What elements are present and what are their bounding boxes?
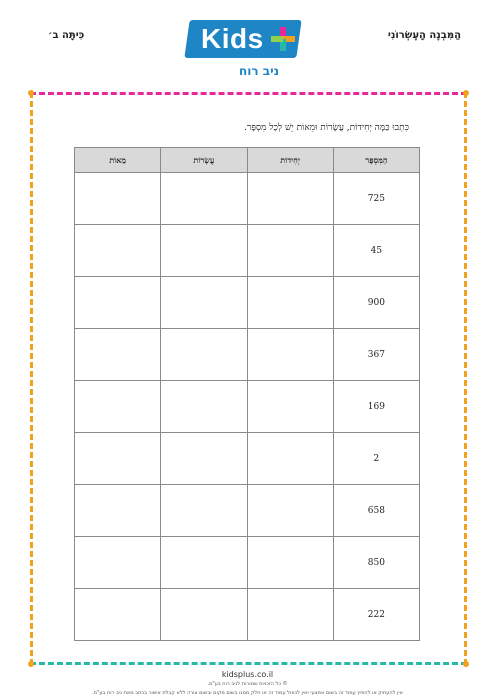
logo-brand: Kids: [201, 23, 264, 54]
logo-subtitle: ניב רוח: [239, 64, 280, 78]
ones-answer-cell[interactable]: [247, 381, 333, 433]
table-row: [75, 537, 420, 589]
table-row: [75, 485, 420, 537]
hundreds-answer-cell[interactable]: [75, 329, 161, 381]
table-row: [75, 329, 420, 381]
table-row: [75, 277, 420, 329]
table-row: [75, 381, 420, 433]
plus-icon: [269, 25, 297, 53]
number-cell: 222: [333, 589, 419, 641]
ones-answer-cell[interactable]: [247, 173, 333, 225]
number-cell: 850: [333, 537, 419, 589]
hundreds-answer-cell[interactable]: [75, 173, 161, 225]
ones-answer-cell[interactable]: [247, 277, 333, 329]
frame-corner-dot: [28, 90, 34, 96]
ones-answer-cell[interactable]: [247, 537, 333, 589]
frame-right-edge: [464, 92, 467, 665]
ones-answer-cell[interactable]: [247, 329, 333, 381]
hundreds-answer-cell[interactable]: [75, 381, 161, 433]
tens-answer-cell[interactable]: [161, 225, 247, 277]
tens-answer-cell[interactable]: [161, 433, 247, 485]
tens-answer-cell[interactable]: [161, 537, 247, 589]
number-cell: 45: [333, 225, 419, 277]
frame-bottom-edge: [30, 662, 467, 665]
tens-answer-cell[interactable]: [161, 329, 247, 381]
ones-answer-cell[interactable]: [247, 589, 333, 641]
frame-left-edge: [30, 92, 33, 665]
number-cell: 2: [333, 433, 419, 485]
number-cell: 725: [333, 173, 419, 225]
worksheet-title: הַמִּבְנֶה הָעֶשְׂרוֹנִי: [387, 30, 461, 41]
tens-answer-cell[interactable]: [161, 173, 247, 225]
ones-answer-cell[interactable]: [247, 433, 333, 485]
kids-logo: [187, 20, 299, 78]
hundreds-answer-cell[interactable]: [75, 589, 161, 641]
instruction-text: כִּתְבוּ כַּמָּה יְחִידוֹת, עֲשָׂרוֹת וּמֵאוֹת יֵשׁ לְכָל מִסְפָּר.: [243, 123, 409, 133]
header-tens: עֲשָׂרוֹת: [161, 148, 247, 173]
frame-corner-dot: [463, 90, 469, 96]
footer-website: kidsplus.co.il: [221, 670, 274, 679]
header-ones: יְחִידוֹת: [247, 148, 333, 173]
tens-answer-cell[interactable]: [161, 589, 247, 641]
table-row: [75, 589, 420, 641]
ones-answer-cell[interactable]: [247, 485, 333, 537]
hundreds-answer-cell[interactable]: [75, 433, 161, 485]
table-row: [75, 173, 420, 225]
ones-answer-cell[interactable]: [247, 225, 333, 277]
footer-copyright: © כל הזכויות שמורות לניב רוח בע"מ.: [207, 681, 288, 687]
number-cell: 658: [333, 485, 419, 537]
table-row: [75, 433, 420, 485]
grade-label: כִּיתָּה ב׳: [48, 30, 85, 41]
number-cell: 367: [333, 329, 419, 381]
table-body: [75, 173, 420, 641]
table-header-row: [75, 148, 420, 173]
tens-answer-cell[interactable]: [161, 381, 247, 433]
hundreds-answer-cell[interactable]: [75, 537, 161, 589]
place-value-table: [74, 147, 420, 641]
number-cell: 900: [333, 277, 419, 329]
frame-top-edge: [30, 92, 467, 95]
hundreds-answer-cell[interactable]: [75, 277, 161, 329]
tens-answer-cell[interactable]: [161, 485, 247, 537]
tens-answer-cell[interactable]: [161, 277, 247, 329]
number-cell: 169: [333, 381, 419, 433]
footer-legal-notice: אין להעתיק או להפיץ עמוד זה בשום אמצעי ואין לכפול עמוד זה או חלק ממנו בשום מקום ובשום צורה ללא קבלת אישור בכתב מאת ניב רוח בע"מ.: [92, 690, 403, 696]
hundreds-answer-cell[interactable]: [75, 225, 161, 277]
header-number: הַמִּסְפָּר: [333, 148, 419, 173]
frame-corner-dot: [463, 661, 469, 667]
frame-corner-dot: [28, 661, 34, 667]
header-hundreds: מֵאוֹת: [75, 148, 161, 173]
table-row: [75, 225, 420, 277]
hundreds-answer-cell[interactable]: [75, 485, 161, 537]
